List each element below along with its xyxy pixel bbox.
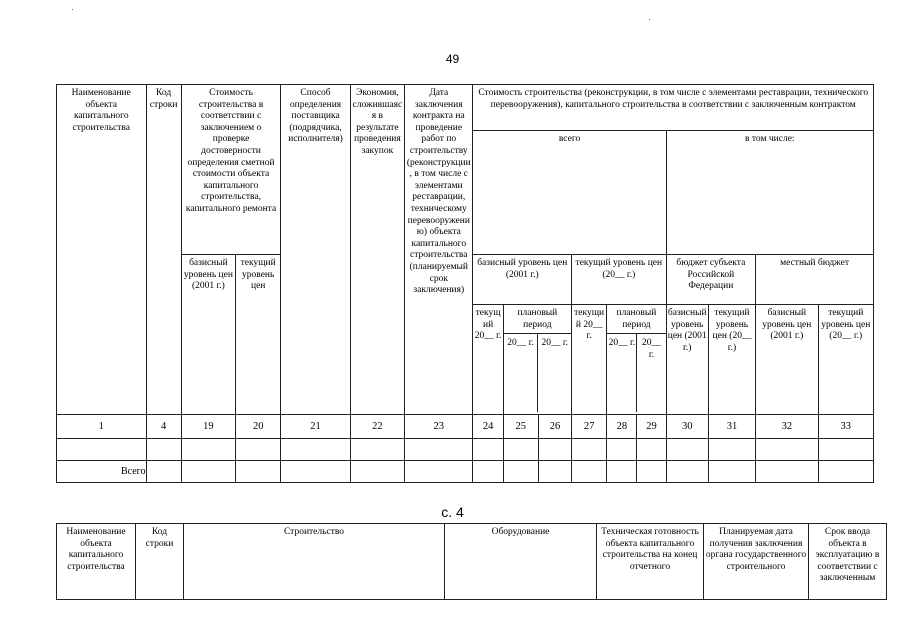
- header-object-name: Наименование объекта капитального строительства: [57, 85, 147, 415]
- contract-cost-table: [56, 84, 874, 483]
- header-local-current: текущий уровень цен (20__ г.): [818, 305, 874, 415]
- table-cell: [538, 461, 571, 483]
- construction-equipment-table: [56, 523, 887, 600]
- header-equipment: Оборудование: [445, 524, 597, 600]
- column-number: 19: [181, 415, 235, 439]
- table-cell: [818, 461, 874, 483]
- table-cell: [708, 439, 755, 461]
- total-row: [57, 461, 874, 483]
- header-planned-period-2: плановый период: [607, 305, 665, 334]
- table-cell: [637, 461, 666, 483]
- header-planned-period: плановый период: [504, 305, 571, 334]
- column-number: 4: [146, 415, 181, 439]
- header-planned-period-group: [503, 305, 571, 415]
- table-cell: [181, 439, 235, 461]
- table-cell: [146, 439, 181, 461]
- table-cell: [146, 461, 181, 483]
- header-contract-date: Дата заключения контракта на проведение работ по строительству (реконструкции, в том числе с элементами реставрации, техническому перевооружению) объекта капитального строительства (планируемый срок заключения): [405, 85, 473, 415]
- header-local-budget: местный бюджет: [756, 255, 874, 305]
- table-cell: [236, 439, 281, 461]
- table-cell: [572, 439, 607, 461]
- table-cell: [405, 461, 473, 483]
- header-local-basic: базисный уровень цен (2001 г.): [756, 305, 818, 415]
- header-current-year: текущий 20__ г.: [473, 305, 503, 415]
- header-construction: Строительство: [184, 524, 445, 600]
- column-number: 27: [572, 415, 607, 439]
- scan-speck: [72, 9, 73, 10]
- column-number: 28: [607, 415, 637, 439]
- header-year-1: 20__ г.: [504, 334, 539, 412]
- column-number-row: [57, 415, 874, 439]
- table-cell: [607, 439, 637, 461]
- column-number: 20: [236, 415, 281, 439]
- header-object-name-2: Наименование объекта капитального строительства: [57, 524, 136, 600]
- header-line-code-2: Код строки: [136, 524, 184, 600]
- section-label: с. 4: [441, 504, 464, 520]
- column-number: 22: [350, 415, 404, 439]
- header-contract-cost: Стоимость строительства (реконструкции, в том числе с элементами реставрации, технического перевооружения), капитального строительства в соответствии с заключенным контрактом: [473, 85, 874, 131]
- header-procurement-savings: Экономия, сложившаяся в результате проведения закупок: [350, 85, 404, 415]
- header-year-2: 20__ г.: [541, 338, 569, 349]
- total-label: Всего: [57, 461, 147, 483]
- header-total: всего: [473, 131, 666, 255]
- table-cell: [756, 439, 818, 461]
- header-current-level: текущий уровень цен (20__ г.): [572, 255, 667, 305]
- column-number: 30: [666, 415, 708, 439]
- header-line-code: Код строки: [146, 85, 181, 415]
- table-cell: [637, 439, 666, 461]
- header-regional-basic: базисный уровень цен (2001 г.): [666, 305, 708, 415]
- table-cell: [607, 461, 637, 483]
- table-cell: [350, 461, 404, 483]
- column-number: 25: [503, 415, 538, 439]
- column-number: 24: [473, 415, 503, 439]
- table-cell: [572, 461, 607, 483]
- header-regional-current: текущий уровень цен (20__ г.): [708, 305, 755, 415]
- column-number: 23: [405, 415, 473, 439]
- table-cell: [405, 439, 473, 461]
- page-number: 49: [445, 52, 460, 66]
- column-number: 33: [818, 415, 874, 439]
- table-cell: [666, 461, 708, 483]
- header-year-4: 20__ г.: [642, 338, 662, 360]
- table-cell: [281, 439, 350, 461]
- header-year-3: 20__ г.: [607, 334, 637, 412]
- column-number: 31: [708, 415, 755, 439]
- table-cell: [708, 461, 755, 483]
- header-planned-conclusion-date: Планируемая дата получения заключения органа государственного строительного: [704, 524, 809, 600]
- table-cell: [236, 461, 281, 483]
- column-number: 21: [281, 415, 350, 439]
- header-current-year-2: текущий 20__ г.: [572, 305, 607, 415]
- header-expertise-cost: Стоимость строительства в соответствии с заключением о проверке достоверности определения сметной стоимости объекта капитального строительства, капитального ремонта: [181, 85, 281, 255]
- column-number: 29: [637, 415, 666, 439]
- table-cell: [57, 439, 147, 461]
- header-commissioning-date: Срок ввода объекта в эксплуатацию в соответствии с заключенным: [809, 524, 887, 600]
- header-supplier-method: Способ определения поставщика (подрядчика, исполнителя): [281, 85, 350, 415]
- column-number: 1: [57, 415, 147, 439]
- table-cell: [503, 439, 538, 461]
- table-cell: [756, 461, 818, 483]
- column-number: 32: [756, 415, 818, 439]
- header-planned-period-group-2: [607, 305, 666, 415]
- table-cell: [818, 439, 874, 461]
- header-current: текущий уровень цен: [236, 255, 281, 415]
- header-basic-2001: базисный уровень цен (2001 г.): [181, 255, 235, 415]
- table-cell: [281, 461, 350, 483]
- table-cell: [350, 439, 404, 461]
- table-cell: [538, 439, 571, 461]
- header-regional-budget: бюджет субъекта Российской Федерации: [666, 255, 756, 305]
- column-number: 26: [538, 415, 571, 439]
- data-row-empty: [57, 439, 874, 461]
- table-cell: [181, 461, 235, 483]
- table-cell: [473, 461, 503, 483]
- header-technical-readiness: Техническая готовность объекта капитального строительства на конец отчетного: [597, 524, 704, 600]
- table-cell: [666, 439, 708, 461]
- table-cell: [503, 461, 538, 483]
- scan-speck: [649, 19, 650, 20]
- header-including: в том числе:: [666, 131, 873, 255]
- table-cell: [473, 439, 503, 461]
- header-basic-level-2001: базисный уровень цен (2001 г.): [473, 255, 572, 305]
